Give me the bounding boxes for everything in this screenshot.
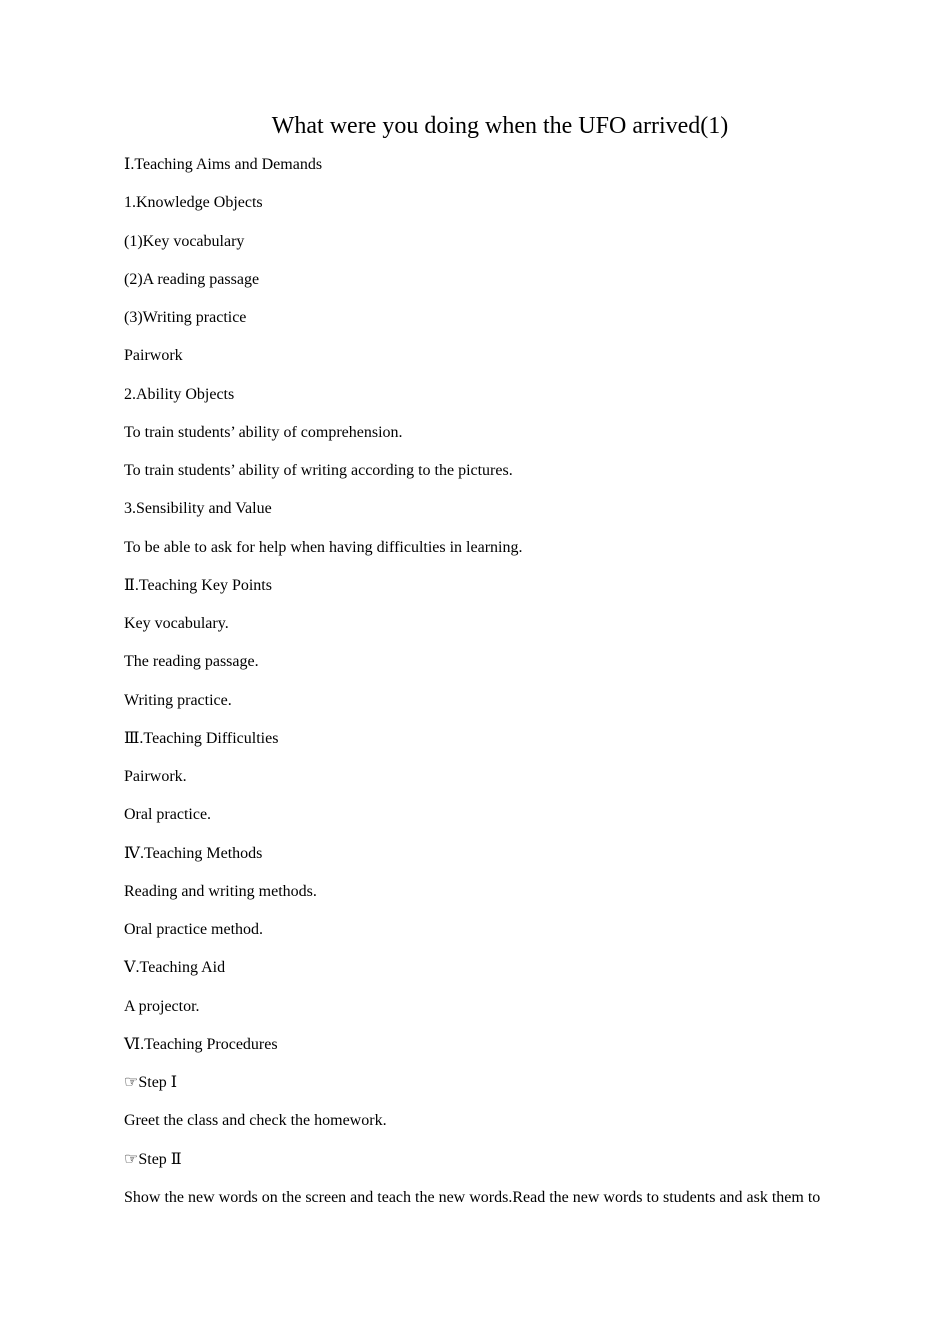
document-line: (1)Key vocabulary [124, 232, 245, 250]
document-body [124, 150, 884, 1221]
document-line: Writing practice. [124, 691, 232, 709]
document-line: 2.Ability Objects [124, 385, 235, 403]
document-line: ☞Step Ⅰ [124, 1074, 178, 1091]
document-line: Reading and writing methods. [124, 882, 317, 900]
document-line: To be able to ask for help when having difficulties in learning. [124, 538, 523, 556]
document-line: The reading passage. [124, 653, 259, 671]
document-line: 1.Knowledge Objects [124, 194, 263, 212]
document-line: Show the new words on the screen and teach the new words.Read the new words to students and ask them to [124, 1188, 821, 1206]
document-line: (2)A reading passage [124, 270, 260, 288]
document-line: To train students’ ability of comprehension. [124, 423, 403, 441]
document-line: Ⅰ.Teaching Aims and Demands [124, 156, 323, 173]
document-line: Oral practice method. [124, 921, 264, 938]
document-line: Ⅱ.Teaching Key Points [124, 576, 272, 594]
document-line: A projector. [124, 997, 200, 1015]
document-line: Pairwork. [124, 768, 187, 785]
document-line: 3.Sensibility and Value [124, 500, 272, 518]
document-line: Oral practice. [124, 806, 212, 824]
document-line: (3)Writing practice [124, 309, 247, 326]
document-line: Key vocabulary. [124, 615, 229, 632]
document-line: Pairwork [124, 347, 183, 365]
document-line: Ⅵ.Teaching Procedures [124, 1035, 278, 1053]
document-line: To train students’ ability of writing according to the pictures. [124, 462, 513, 479]
document-line: ☞Step Ⅱ [124, 1150, 182, 1168]
document-line: Greet the class and check the homework. [124, 1112, 387, 1130]
document-line: Ⅴ.Teaching Aid [124, 959, 226, 977]
document-line: Ⅳ.Teaching Methods [124, 844, 263, 862]
document-line: Ⅲ.Teaching Difficulties [124, 729, 279, 747]
document-title: What were you doing when the UFO arrived(1) [271, 113, 729, 139]
